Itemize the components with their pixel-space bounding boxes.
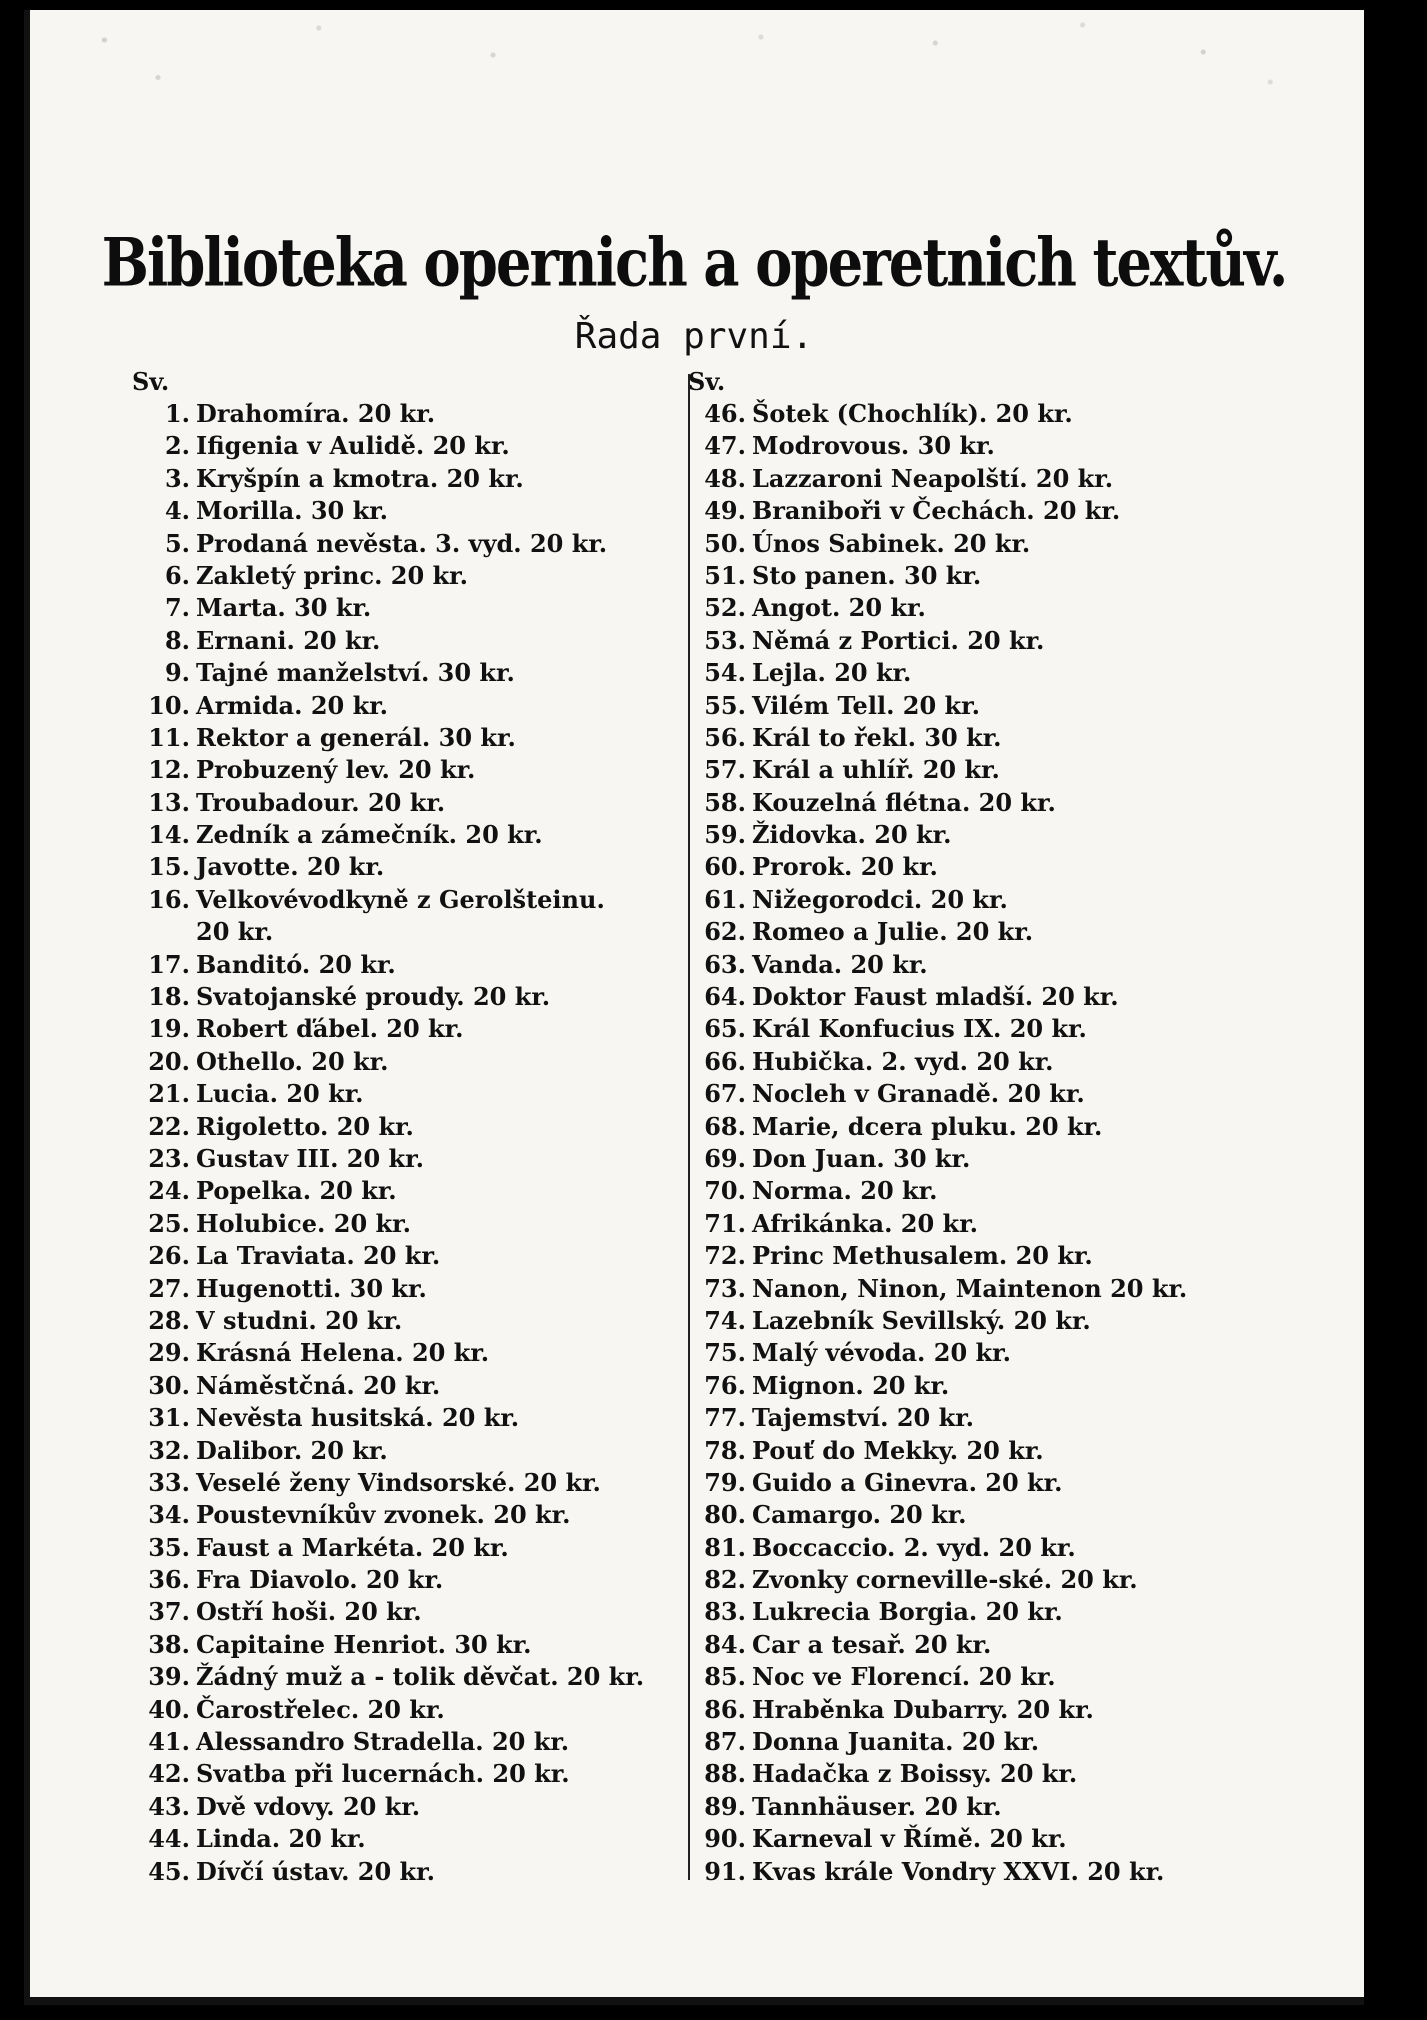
entry-text: Marta. 30 kr. — [196, 593, 372, 623]
catalog-entry — [132, 949, 708, 981]
bottom-edge — [24, 1997, 1364, 2005]
entry-text: Modrovous. 30 kr. — [752, 431, 995, 461]
catalog-entry — [688, 1532, 1308, 1564]
entry-number: 17. — [148, 949, 190, 979]
entry-text: Tannhäuser. 20 kr. — [752, 1791, 1002, 1821]
entry-number: 78. — [704, 1435, 746, 1465]
entry-text: Nanon, Ninon, Maintenon 20 kr. — [752, 1273, 1188, 1303]
entry-text: Armida. 20 kr. — [196, 690, 388, 720]
catalog-entry — [132, 1499, 708, 1531]
entry-text: Rigoletto. 20 kr. — [196, 1111, 414, 1141]
entry-number: 58. — [704, 787, 746, 817]
entry-text: Únos Sabinek. 20 kr. — [752, 528, 1031, 558]
entry-text: Král a uhlíř. 20 kr. — [752, 755, 1000, 785]
entry-text: Doktor Faust mladší. 20 kr. — [752, 982, 1119, 1012]
entry-number: 65. — [704, 1014, 746, 1044]
entry-number: 24. — [148, 1176, 190, 1206]
entry-number: 29. — [148, 1338, 190, 1368]
entry-number: 13. — [148, 787, 190, 817]
entry-number: 1. — [164, 399, 190, 428]
entry-number: 59. — [704, 820, 746, 850]
catalog-entry — [688, 690, 1308, 722]
catalog-entry — [688, 625, 1308, 657]
catalog-entry — [688, 1370, 1308, 1402]
entry-text: Čarostřelec. 20 kr. — [196, 1694, 445, 1724]
catalog-entry — [688, 430, 1308, 462]
catalog-entry — [132, 1758, 708, 1790]
entry-number: 2. — [164, 431, 190, 461]
entry-text: Popelka. 20 kr. — [196, 1176, 397, 1206]
catalog-entry — [688, 1337, 1308, 1369]
catalog-entry — [688, 1596, 1308, 1628]
entry-text: Lukrecia Borgia. 20 kr. — [752, 1597, 1063, 1627]
catalog-entry — [688, 657, 1308, 689]
right-column-header: Sv. — [688, 367, 726, 396]
entry-text: Nocleh v Granadě. 20 kr. — [752, 1079, 1085, 1109]
entry-number: 63. — [704, 949, 746, 979]
entry-number: 33. — [148, 1467, 190, 1497]
entry-number: 16. — [148, 884, 190, 914]
entry-number: 7. — [164, 593, 190, 623]
entry-text: Poustevníkův zvonek. 20 kr. — [196, 1500, 571, 1530]
catalog-entry — [132, 981, 708, 1013]
catalog-entry — [688, 1305, 1308, 1337]
entry-number: 86. — [704, 1694, 746, 1724]
catalog-entry — [688, 1694, 1308, 1726]
catalog-entry — [688, 851, 1308, 883]
catalog-entry — [688, 787, 1308, 819]
catalog-entry — [688, 1856, 1308, 1888]
entry-text: Othello. 20 kr. — [196, 1046, 389, 1076]
catalog-entry — [688, 1208, 1308, 1240]
entry-text: Noc ve Florencí. 20 kr. — [752, 1662, 1056, 1692]
catalog-entry — [688, 1629, 1308, 1661]
entry-number: 11. — [148, 722, 190, 752]
entry-number: 37. — [148, 1597, 190, 1627]
catalog-entry — [688, 1758, 1308, 1790]
entry-number: 32. — [148, 1435, 190, 1465]
entry-text: Židovka. 20 kr. — [752, 820, 952, 850]
entry-text: Nevěsta husitská. 20 kr. — [196, 1403, 520, 1433]
entry-number: 25. — [148, 1208, 190, 1238]
entry-text: Král Konfucius IX. 20 kr. — [752, 1014, 1087, 1044]
entry-text: Don Juan. 30 kr. — [752, 1143, 971, 1173]
catalog-entry — [688, 1402, 1308, 1434]
catalog-entry — [132, 1013, 708, 1045]
entry-text: Car a tesař. 20 kr. — [752, 1629, 992, 1659]
catalog-entry — [688, 1013, 1308, 1045]
entry-text: Lazzaroni Neapolští. 20 kr. — [752, 463, 1114, 493]
entry-number: 6. — [164, 560, 190, 590]
entry-text: Afrikánka. 20 kr. — [752, 1208, 978, 1238]
catalog-entry — [688, 981, 1308, 1013]
right-column — [688, 366, 1308, 1888]
entry-number: 4. — [164, 496, 190, 526]
entry-number: 18. — [148, 982, 190, 1012]
entry-number: 30. — [148, 1370, 190, 1400]
entry-number: 82. — [704, 1565, 746, 1595]
entry-number: 73. — [704, 1273, 746, 1303]
entry-number: 44. — [148, 1824, 190, 1854]
entry-number: 76. — [704, 1370, 746, 1400]
entry-number: 40. — [148, 1694, 190, 1724]
left-entry-list — [132, 398, 708, 1888]
catalog-entry — [688, 1823, 1308, 1855]
entry-number: 28. — [148, 1305, 190, 1335]
catalog-entry — [688, 463, 1308, 495]
entry-text: Svatojanské proudy. 20 kr. — [196, 982, 551, 1012]
entry-text: Němá z Portici. 20 kr. — [752, 625, 1045, 655]
catalog-entry — [688, 1791, 1308, 1823]
catalog-entry — [132, 1596, 708, 1628]
entry-number: 19. — [148, 1014, 190, 1044]
entry-number: 43. — [148, 1791, 190, 1821]
entry-number: 64. — [704, 982, 746, 1012]
entry-text: Norma. 20 kr. — [752, 1176, 938, 1206]
entry-text: Ifigenia v Aulidě. 20 kr. — [196, 431, 510, 461]
entry-text: Alessandro Stradella. 20 kr. — [196, 1727, 570, 1757]
catalog-entry — [132, 1694, 708, 1726]
entry-text: Donna Juanita. 20 kr. — [752, 1727, 1040, 1757]
entry-text: Pouť do Mekky. 20 kr. — [752, 1435, 1044, 1465]
catalog-entry — [688, 1240, 1308, 1272]
entry-number: 53. — [704, 625, 746, 655]
catalog-title: Biblioteka opernich a operetnich textův. — [101, 224, 1287, 302]
entry-text: Lejla. 20 kr. — [752, 658, 912, 688]
catalog-entry — [688, 1078, 1308, 1110]
entry-text: Javotte. 20 kr. — [196, 852, 385, 882]
entry-text: Tajné manželství. 30 kr. — [196, 658, 515, 688]
entry-text: Mignon. 20 kr. — [752, 1370, 950, 1400]
entry-number: 56. — [704, 722, 746, 752]
catalog-entry — [132, 592, 708, 624]
entry-number: 47. — [704, 431, 746, 461]
entry-number: 41. — [148, 1727, 190, 1757]
catalog-entry — [132, 884, 708, 916]
catalog-entry — [132, 787, 708, 819]
catalog-entry — [688, 495, 1308, 527]
entry-number: 27. — [148, 1273, 190, 1303]
catalog-entry — [132, 722, 708, 754]
entry-text: Hadačka z Boissy. 20 kr. — [752, 1759, 1078, 1789]
catalog-entry — [132, 528, 708, 560]
entry-number: 3. — [164, 463, 190, 493]
entry-number: 21. — [148, 1079, 190, 1109]
entry-text: Karneval v Římě. 20 kr. — [752, 1824, 1067, 1854]
catalog-entry — [688, 949, 1308, 981]
catalog-entry — [132, 1532, 708, 1564]
catalog-entry — [132, 1143, 708, 1175]
entry-number: 79. — [704, 1467, 746, 1497]
catalog-entry — [688, 1661, 1308, 1693]
entry-text: Zakletý princ. 20 kr. — [196, 560, 468, 590]
entry-number: 89. — [704, 1791, 746, 1821]
entry-text: Sto panen. 30 kr. — [752, 560, 982, 590]
entry-text: V studni. 20 kr. — [196, 1305, 403, 1335]
entry-text: Nižegorodci. 20 kr. — [752, 884, 1008, 914]
entry-text: Faust a Markéta. 20 kr. — [196, 1532, 509, 1562]
right-entry-list — [688, 398, 1308, 1888]
entry-text: Gustav III. 20 kr. — [196, 1143, 424, 1173]
entry-text: Troubadour. 20 kr. — [196, 787, 446, 817]
catalog-entry — [132, 495, 708, 527]
catalog-entry — [132, 851, 708, 883]
entry-number: 72. — [704, 1241, 746, 1271]
entry-text: Prorok. 20 kr. — [752, 852, 938, 882]
entry-text: 20 kr. — [196, 917, 274, 947]
catalog-entry — [132, 560, 708, 592]
entry-number: 84. — [704, 1629, 746, 1659]
catalog-entry — [132, 1564, 708, 1596]
entry-number: 20. — [148, 1046, 190, 1076]
entry-number: 68. — [704, 1111, 746, 1141]
entry-text: Tajemství. 20 kr. — [752, 1403, 975, 1433]
entry-number: 81. — [704, 1532, 746, 1562]
catalog-entry — [132, 430, 708, 462]
entry-text: Malý vévoda. 20 kr. — [752, 1338, 1011, 1368]
catalog-entry — [132, 690, 708, 722]
entry-text: Kryšpín a kmotra. 20 kr. — [196, 463, 524, 493]
entry-number: 5. — [164, 528, 190, 558]
catalog-entry — [688, 560, 1308, 592]
catalog-entry — [132, 1370, 708, 1402]
entry-text: Svatba při lucernách. 20 kr. — [196, 1759, 570, 1789]
catalog-entry — [132, 1078, 708, 1110]
catalog-entry — [688, 1046, 1308, 1078]
entry-number: 49. — [704, 496, 746, 526]
catalog-entry — [688, 1273, 1308, 1305]
entry-text: Ernani. 20 kr. — [196, 625, 381, 655]
entry-text: Banditó. 20 kr. — [196, 949, 396, 979]
entry-text: Probuzený lev. 20 kr. — [196, 755, 476, 785]
catalog-entry — [132, 1435, 708, 1467]
entry-text: Dvě vdovy. 20 kr. — [196, 1791, 421, 1821]
entry-number: 52. — [704, 593, 746, 623]
entry-text: Marie, dcera pluku. 20 kr. — [752, 1111, 1103, 1141]
catalog-entry — [132, 1305, 708, 1337]
catalog-entry — [132, 1726, 708, 1758]
entry-number: 34. — [148, 1500, 190, 1530]
entry-number: 8. — [164, 625, 190, 655]
entry-number: 12. — [148, 755, 190, 785]
entry-text: Ostří hoši. 20 kr. — [196, 1597, 422, 1627]
entry-number: 87. — [704, 1727, 746, 1757]
entry-number: 80. — [704, 1500, 746, 1530]
entry-text: Žádný muž a - tolik děvčat. 20 kr. — [196, 1662, 645, 1692]
catalog-entry — [688, 592, 1308, 624]
entry-text: Vilém Tell. 20 kr. — [752, 690, 980, 720]
entry-text: Zvonky corneville-ské. 20 kr. — [752, 1565, 1138, 1595]
entry-text: Veselé ženy Vindsorské. 20 kr. — [196, 1467, 601, 1497]
entry-text: Romeo a Julie. 20 kr. — [752, 917, 1034, 947]
entry-number: 9. — [164, 658, 190, 688]
catalog-entry — [132, 1175, 708, 1207]
scan-noise — [24, 10, 1364, 160]
catalog-entry — [132, 1791, 708, 1823]
entry-number: 22. — [148, 1111, 190, 1141]
catalog-entry — [132, 1467, 708, 1499]
entry-number: 38. — [148, 1629, 190, 1659]
entry-number: 51. — [704, 560, 746, 590]
entry-text: Capitaine Henriot. 30 kr. — [196, 1629, 532, 1659]
catalog-entry — [132, 1629, 708, 1661]
entry-text: Velkovévodkyně z Gerolšteinu. — [196, 884, 605, 914]
entry-number: 31. — [148, 1403, 190, 1433]
entry-number: 71. — [704, 1208, 746, 1238]
entry-text: Krásná Helena. 20 kr. — [196, 1338, 490, 1368]
catalog-subtitle: Řada první. — [574, 316, 814, 357]
left-column-header: Sv. — [132, 367, 170, 396]
catalog-entry — [688, 722, 1308, 754]
entry-text: Robert ďábel. 20 kr. — [196, 1014, 464, 1044]
entry-number: 75. — [704, 1338, 746, 1368]
entry-text: Dívčí ústav. 20 kr. — [196, 1856, 435, 1886]
entry-text: Prodaná nevěsta. 3. vyd. 20 kr. — [196, 528, 608, 558]
entry-number: 57. — [704, 755, 746, 785]
catalog-entry — [688, 1467, 1308, 1499]
catalog-entry — [132, 657, 708, 689]
catalog-entry — [688, 884, 1308, 916]
entry-text: Drahomíra. 20 kr. — [196, 399, 436, 428]
catalog-entry — [132, 1046, 708, 1078]
catalog-entry — [132, 398, 708, 430]
catalog-entry — [688, 1111, 1308, 1143]
entry-number: 46. — [704, 399, 746, 428]
catalog-entry — [132, 754, 708, 786]
catalog-entry — [688, 1499, 1308, 1531]
catalog-entry — [132, 1208, 708, 1240]
entry-text: Guido a Ginevra. 20 kr. — [752, 1467, 1063, 1497]
entry-number: 83. — [704, 1597, 746, 1627]
entry-text: Hugenotti. 30 kr. — [196, 1273, 427, 1303]
left-edge-rule — [24, 10, 30, 2005]
entry-number: 88. — [704, 1759, 746, 1789]
catalog-entry — [132, 819, 708, 851]
entry-text: Kouzelná flétna. 20 kr. — [752, 787, 1056, 817]
catalog-entry — [132, 1402, 708, 1434]
entry-text: Hraběnka Dubarry. 20 kr. — [752, 1694, 1094, 1724]
catalog-entry — [132, 1240, 708, 1272]
entry-text: Princ Methusalem. 20 kr. — [752, 1241, 1093, 1271]
entry-number: 48. — [704, 463, 746, 493]
entry-text: Vanda. 20 kr. — [752, 949, 928, 979]
entry-text: Fra Diavolo. 20 kr. — [196, 1565, 444, 1595]
entry-number: 61. — [704, 884, 746, 914]
catalog-entry — [688, 1564, 1308, 1596]
entry-number: 77. — [704, 1403, 746, 1433]
entry-text: Náměstčná. 20 kr. — [196, 1370, 441, 1400]
entry-number: 36. — [148, 1565, 190, 1595]
entry-text: Zedník a zámečník. 20 kr. — [196, 820, 543, 850]
catalog-entry — [688, 916, 1308, 948]
catalog-entry — [688, 1435, 1308, 1467]
entry-number: 60. — [704, 852, 746, 882]
entry-text: Morilla. 30 kr. — [196, 496, 389, 526]
entry-text: Král to řekl. 30 kr. — [752, 722, 1002, 752]
entry-text: Lazebník Sevillský. 20 kr. — [752, 1305, 1091, 1335]
left-column — [132, 366, 708, 1888]
entry-number: 50. — [704, 528, 746, 558]
catalog-entry — [688, 398, 1308, 430]
entry-text: Dalibor. 20 kr. — [196, 1435, 388, 1465]
entry-number: 90. — [704, 1824, 746, 1854]
entry-text: Kvas krále Vondry XXVI. 20 kr. — [752, 1856, 1165, 1886]
catalog-entry — [132, 1661, 708, 1693]
entry-number: 42. — [148, 1759, 190, 1789]
entry-text: Braniboři v Čechách. 20 kr. — [752, 496, 1121, 526]
entry-number: 69. — [704, 1143, 746, 1173]
entry-number: 67. — [704, 1079, 746, 1109]
catalog-entry — [132, 1337, 708, 1369]
entry-text: La Traviata. 20 kr. — [196, 1241, 441, 1271]
entry-number: 45. — [148, 1856, 190, 1886]
catalog-entry — [132, 625, 708, 657]
catalog-entry — [688, 754, 1308, 786]
entry-number: 15. — [148, 852, 190, 882]
entry-text: Camargo. 20 kr. — [752, 1500, 967, 1530]
catalog-entry — [132, 1273, 708, 1305]
entry-number: 91. — [704, 1856, 746, 1886]
catalog-entry — [132, 1823, 708, 1855]
catalog-entry — [132, 916, 708, 948]
scanned-page — [24, 10, 1364, 2005]
entry-number: 23. — [148, 1143, 190, 1173]
entry-number: 74. — [704, 1305, 746, 1335]
entry-number: 66. — [704, 1046, 746, 1076]
entry-number: 39. — [148, 1662, 190, 1692]
entry-number: 10. — [148, 690, 190, 720]
entry-number: 26. — [148, 1241, 190, 1271]
catalog-entry — [688, 1726, 1308, 1758]
entry-number: 62. — [704, 917, 746, 947]
entry-text: Šotek (Chochlík). 20 kr. — [752, 399, 1073, 428]
catalog-entry — [688, 1175, 1308, 1207]
entry-number: 54. — [704, 658, 746, 688]
catalog-entry — [132, 1111, 708, 1143]
catalog-entry — [688, 528, 1308, 560]
entry-text: Linda. 20 kr. — [196, 1824, 366, 1854]
entry-text: Lucia. 20 kr. — [196, 1079, 364, 1109]
catalog-entry — [132, 1856, 708, 1888]
entry-number: 85. — [704, 1662, 746, 1692]
entry-text: Angot. 20 kr. — [752, 593, 926, 623]
entry-text: Hubička. 2. vyd. 20 kr. — [752, 1046, 1054, 1076]
entry-number: 55. — [704, 690, 746, 720]
catalog-entry — [688, 819, 1308, 851]
catalog-entry — [132, 463, 708, 495]
entry-number: 35. — [148, 1532, 190, 1562]
entry-text: Holubice. 20 kr. — [196, 1208, 411, 1238]
entry-number: 70. — [704, 1176, 746, 1206]
entry-number: 14. — [148, 820, 190, 850]
catalog-entry — [688, 1143, 1308, 1175]
entry-text: Boccaccio. 2. vyd. 20 kr. — [752, 1532, 1076, 1562]
entry-text: Rektor a generál. 30 kr. — [196, 722, 516, 752]
